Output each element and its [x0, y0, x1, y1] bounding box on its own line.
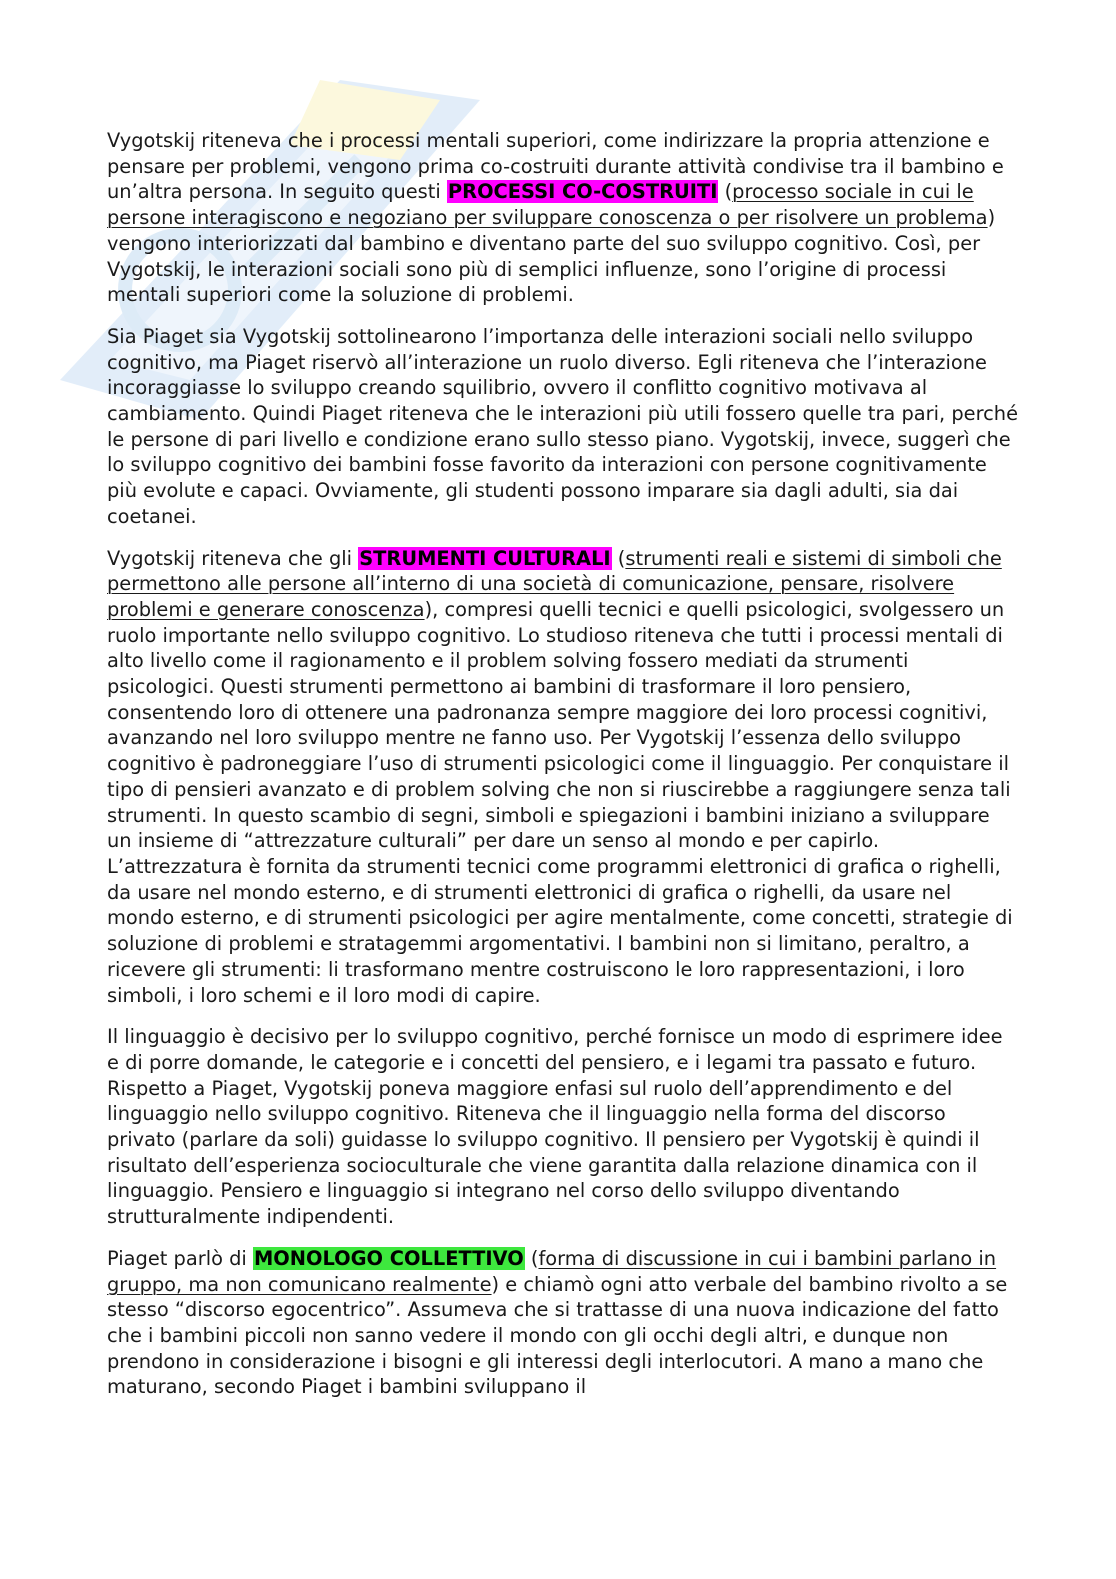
highlighted-term: STRUMENTI CULTURALI [359, 546, 611, 570]
paragraph-5: Piaget parlò di MONOLOGO COLLETTIVO (forma di discussione in cui i bambini parlano in gruppo, ma non comunicano realmente) e chiamò ogni atto verbale del bambino rivolto a se stesso “discorso egocentrico”. Assumeva che si trattasse di una nuova indicazione del fatto che i bambini piccoli non sanno vedere il mondo con gli occhi degli altri, e dunque non prendono in considerazione i bisogni e gli interessi degli interlocutori. A mano a mano che maturano, secondo Piaget i bambini sviluppano il [107, 1246, 1008, 1399]
term-definition: forma di discussione in cui i bambini parlano in gruppo, ma non comunicano realmente [107, 1246, 997, 1296]
highlighted-term: PROCESSI CO-COSTRUITI [447, 180, 718, 204]
term-definition: strumenti reali e sistemi di simboli che permettono alle persone all’interno di una società di comunicazione, pensare, risolvere problemi e generare conoscenza [107, 546, 1002, 621]
highlighted-term: MONOLOGO COLLETTIVO [253, 1246, 524, 1270]
document-body [107, 128, 1019, 1416]
paragraph-3: Vygotskij riteneva che gli STRUMENTI CULTURALI (strumenti reali e sistemi di simboli che permettono alle persone all’interno di una società di comunicazione, pensare, risolvere problemi e generare conoscenza), compresi quelli tecnici e quelli psicologici, svolgessero un ruolo importante nello sviluppo cognitivo. Lo studioso riteneva che tutti i processi mentali di alto livello come il ragionamento e il problem solving fossero mediati da strumenti psicologici. Questi strumenti permettono ai bambini di trasformare il loro pensiero, consentendo loro di ottenere una padronanza sempre maggiore dei loro processi cognitivi, avanzando nel loro sviluppo mentre ne fanno uso. Per Vygotskij l’essenza dello sviluppo cognitivo è padroneggiare l’uso di strumenti psicologici come il linguaggio. Per conquistare il tipo di pensieri avanzato e di problem solving che non si riuscirebbe a raggiungere senza tali strumenti. In questo scambio di segni, simboli e spiegazioni i bambini iniziano a sviluppare un insieme di “attrezzature culturali” per dare un senso al mondo e per capirlo. L’attrezzatura è fornita da strumenti tecnici come programmi elettronici di grafica o righelli, da usare nel mondo esterno, e di strumenti elettronici di grafica o righelli, da usare nel mondo esterno, e di strumenti psicologici per agire mentalmente, come concetti, strategie di soluzione di problemi e stratagemmi argomentativi. I bambini non si limitano, peraltro, a ricevere gli strumenti: li trasformano mentre costruiscono le loro rappresentazioni, i loro simboli, i loro schemi e il loro modi di capire. [107, 546, 1013, 1007]
paragraph-1: Vygotskij riteneva che i processi mentali superiori, come indirizzare la propria attenzione e pensare per problemi, vengono prima co-costruiti durante attività condivise tra il bambino e un’altra persona. In seguito questi PROCESSI CO-COSTRUITI (processo sociale in cui le persone interagiscono e negoziano per sviluppare conoscenza o per risolvere un problema) vengono interiorizzati dal bambino e diventano parte del suo sviluppo cognitivo. Così, per Vygotskij, le interazioni sociali sono più di semplici influenze, sono l’origine di processi mentali superiori come la soluzione di problemi. [107, 129, 1004, 307]
paragraph-4: Il linguaggio è decisivo per lo sviluppo cognitivo, perché fornisce un modo di esprimere idee e di porre domande, le categorie e i concetti del pensiero, e i legami tra passato e futuro. Rispetto a Piaget, Vygotskij poneva maggiore enfasi sul ruolo dell’apprendimento e del linguaggio nello sviluppo cognitivo. Riteneva che il linguaggio nella forma del discorso privato (parlare da soli) guidasse lo sviluppo cognitivo. Il pensiero per Vygotskij è quindi il risultato dell’esperienza socioculturale che viene garantita dalla relazione dinamica con il linguaggio. Pensiero e linguaggio si integrano nel corso dello sviluppo diventando strutturalmente indipendenti. [107, 1025, 1003, 1229]
term-definition: processo sociale in cui le persone interagiscono e negoziano per sviluppare conoscenza o per risolvere un problema [107, 180, 988, 230]
paragraph-2: Sia Piaget sia Vygotskij sottolinearono l’importanza delle interazioni sociali nello sviluppo cognitivo, ma Piaget riservò all’interazione un ruolo diverso. Egli riteneva che l’interazione incoraggiasse lo sviluppo creando squilibrio, ovvero il conflitto cognitivo motivava al cambiamento. Quindi Piaget riteneva che le interazioni più utili fossero quelle tra pari, perché le persone di pari livello e condizione erano sullo stesso piano. Vygotskij, invece, suggerì che lo sviluppo cognitivo dei bambini fosse favorito da interazioni con persone cognitivamente più evolute e capaci. Ovviamente, gli studenti possono imparare sia dagli adulti, sia dai coetanei. [107, 324, 1019, 528]
